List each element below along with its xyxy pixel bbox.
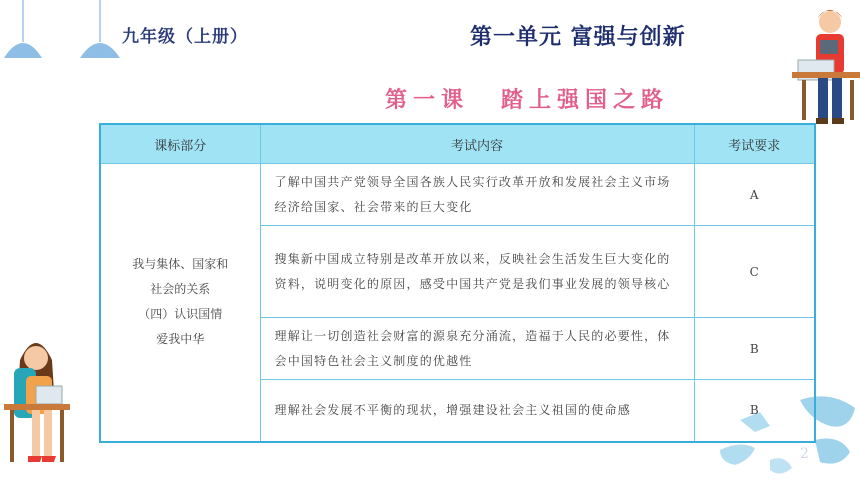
woman-at-desk-illustration <box>0 330 80 480</box>
category-line: 社会的关系 <box>150 282 211 297</box>
lesson-prefix: 第一课 <box>385 87 470 113</box>
lesson-title <box>385 83 669 114</box>
category-cell <box>100 164 260 442</box>
lesson-name: 踏上强国之路 <box>501 87 670 113</box>
category-line: 爱我中华 <box>156 332 205 347</box>
category-line: 我与集体、国家和 <box>132 257 229 272</box>
category-line: （四）认识国情 <box>138 307 223 322</box>
syllabus-table <box>99 123 816 443</box>
ceiling-lamps <box>0 0 125 62</box>
lamp-icon <box>80 43 120 58</box>
content-cell: 搜集新中国成立特别是改革开放以来，反映社会生活发生巨大变化的资料，说明变化的原因，感受中国共产党是我们事业发展的领导核心 <box>260 226 694 318</box>
requirement-cell: C <box>694 226 815 318</box>
unit-title: 第一单元 富强与创新 <box>470 25 686 50</box>
header-exam-requirement: 考试要求 <box>694 124 815 164</box>
page-number: 2 <box>800 446 809 462</box>
header-exam-content: 考试内容 <box>260 124 694 164</box>
grade-label: 九年级（上册） <box>122 27 248 47</box>
requirement-cell: A <box>694 164 815 226</box>
lamp-icon <box>4 43 42 58</box>
requirement-cell: B <box>694 380 815 442</box>
header-standard-section: 课标部分 <box>100 124 260 164</box>
content-cell: 了解中国共产党领导全国各族人民实行改革开放和发展社会主义市场经济给国家、社会带来的巨大变化 <box>260 164 694 226</box>
content-cell: 理解让一切创造社会财富的源泉充分涌流，造福于人民的必要性，体会中国特色社会主义制度的优越性 <box>260 318 694 380</box>
requirement-cell: B <box>694 318 815 380</box>
content-cell: 理解社会发展不平衡的现状，增强建设社会主义祖国的使命感 <box>260 380 694 442</box>
table-row <box>100 164 815 226</box>
man-at-desk-illustration <box>790 0 860 140</box>
table-header-row <box>100 124 815 164</box>
